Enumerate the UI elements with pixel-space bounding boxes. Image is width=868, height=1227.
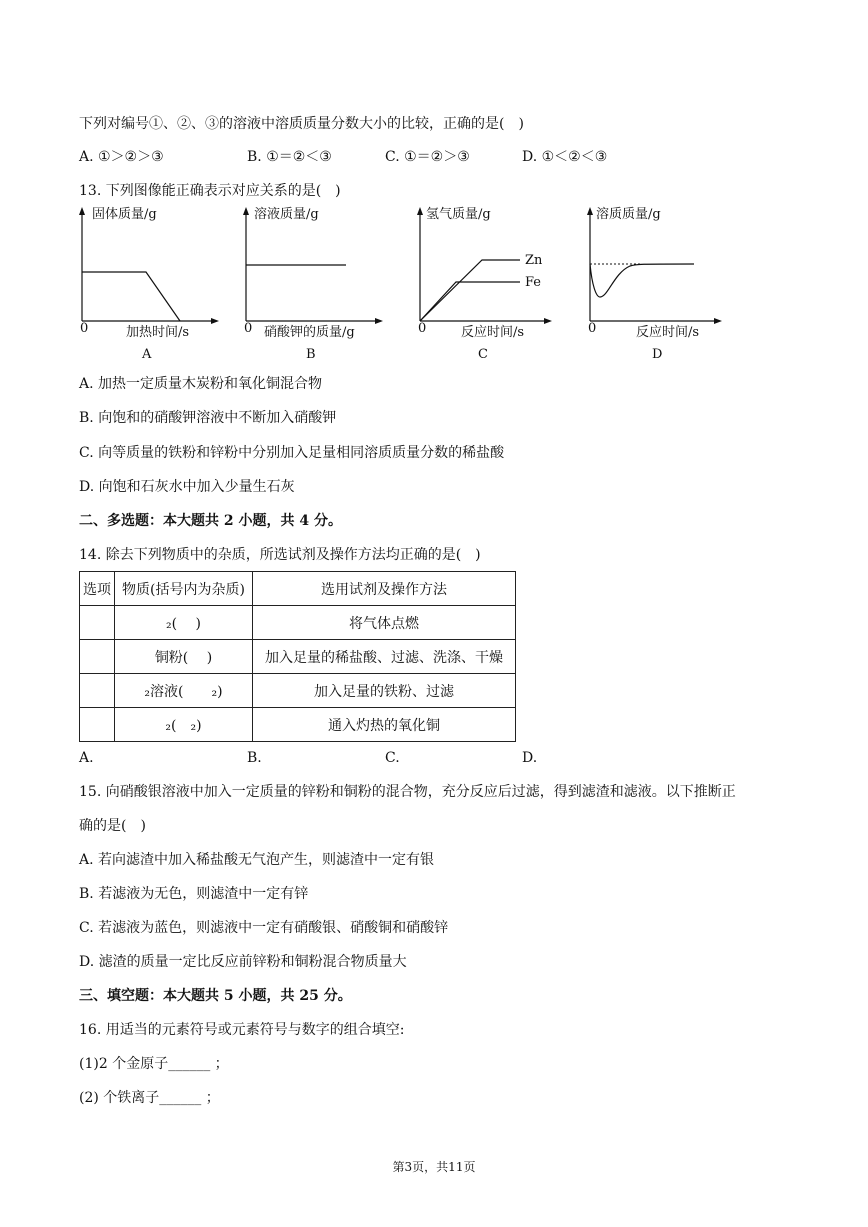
graph-d-axes bbox=[578, 205, 728, 365]
graph-c-curve-zn bbox=[420, 260, 520, 321]
q13-option-b: B. 向饱和的硝酸钾溶液中不断加入硝酸钾 bbox=[79, 410, 337, 426]
q16-item-1: (1)2 个金原子______ ； bbox=[79, 1056, 229, 1072]
page-footer: 第3页，共11页 bbox=[392, 1160, 476, 1174]
q15-option-b: B. 若滤液为无色，则滤渣中一定有锌 bbox=[79, 886, 309, 902]
graph-a-axes bbox=[70, 205, 220, 365]
graph-c-origin: 0 bbox=[418, 321, 427, 336]
q14-stem: 14. 除去下列物质中的杂质，所选试剂及操作方法均正确的是( ) bbox=[79, 547, 481, 563]
q14-cell-option bbox=[80, 674, 115, 708]
graph-b-origin: 0 bbox=[244, 321, 253, 336]
q12-option-b: B. ①＝②＜③ bbox=[247, 149, 332, 165]
graph-c-letter: C bbox=[478, 347, 488, 362]
table-row bbox=[80, 640, 516, 674]
q14-header-method: 选用试剂及操作方法 bbox=[253, 572, 516, 606]
q14-table bbox=[79, 571, 516, 742]
q12-stem: 下列对编号①、②、③的溶液中溶质质量分数大小的比较，正确的是( ) bbox=[79, 116, 524, 132]
graph-c-xlabel: 反应时间/s bbox=[461, 325, 525, 340]
table-row bbox=[80, 674, 516, 708]
q14-table-header-row bbox=[80, 572, 516, 606]
q14-cell-option bbox=[80, 640, 115, 674]
q14-cell-substance: ₂( ) bbox=[115, 606, 253, 640]
q12-option-d: D. ①＜②＜③ bbox=[522, 149, 608, 165]
q14-cell-option bbox=[80, 606, 115, 640]
q14-header-substance: 物质(括号内为杂质) bbox=[115, 572, 253, 606]
graph-b-ylabel: 溶液质量/g bbox=[254, 207, 319, 222]
q14-cell-substance: 铜粉( ) bbox=[115, 640, 253, 674]
graph-d-xlabel: 反应时间/s bbox=[636, 325, 700, 340]
q15-stem-line2: 确的是( ) bbox=[79, 818, 146, 834]
q13-option-a: A. 加热一定质量木炭粉和氧化铜混合物 bbox=[79, 376, 323, 392]
q14-option-c: C. bbox=[385, 750, 400, 766]
q15-option-d: D. 滤渣的质量一定比反应前锌粉和铜粉混合物质量大 bbox=[79, 954, 407, 970]
q15-stem-line1: 15. 向硝酸银溶液中加入一定质量的锌粉和铜粉的混合物，充分反应后过滤，得到滤渣和滤液。以下推断正 bbox=[79, 784, 736, 800]
graph-b bbox=[234, 205, 384, 365]
graph-c-curve-fe bbox=[420, 282, 520, 321]
graph-d-curve bbox=[590, 264, 694, 297]
q16-stem: 16. 用适当的元素符号或元素符号与数字的组合填空: bbox=[79, 1022, 405, 1038]
graph-c-ylabel: 氢气质量/g bbox=[426, 207, 491, 222]
q14-cell-method: 加入足量的稀盐酸、过滤、洗涤、干燥 bbox=[253, 640, 516, 674]
graph-a-curve bbox=[82, 272, 180, 321]
q13-option-d: D. 向饱和石灰水中加入少量生石灰 bbox=[79, 479, 295, 495]
graph-b-axes bbox=[234, 205, 384, 365]
q14-cell-substance: ₂溶液( ₂) bbox=[115, 674, 253, 708]
q14-option-a: A. bbox=[79, 750, 94, 766]
q14-option-b: B. bbox=[247, 750, 262, 766]
graph-a-xlabel: 加热时间/s bbox=[126, 325, 190, 340]
section-heading-fill-in: 三、填空题：本大题共 5 小题，共 25 分。 bbox=[79, 988, 352, 1004]
graph-d bbox=[578, 205, 728, 365]
q15-option-c: C. 若滤液为蓝色，则滤液中一定有硝酸银、硝酸铜和硝酸锌 bbox=[79, 920, 449, 936]
graph-a bbox=[70, 205, 220, 365]
q14-option-d: D. bbox=[522, 750, 538, 766]
q13-stem: 13. 下列图像能正确表示对应关系的是( ) bbox=[79, 183, 341, 199]
section-heading-multiple-choice: 二、多选题：本大题共 2 小题，共 4 分。 bbox=[79, 513, 342, 529]
q12-option-a: A. ①＞②＞③ bbox=[79, 149, 164, 165]
graph-c-fe-label: Fe bbox=[525, 275, 542, 290]
table-row bbox=[80, 606, 516, 640]
graph-a-origin: 0 bbox=[80, 321, 89, 336]
q14-cell-substance: ₂( ₂) bbox=[115, 708, 253, 742]
graph-a-ylabel: 固体质量/g bbox=[92, 207, 157, 222]
q14-cell-method: 加入足量的铁粉、过滤 bbox=[253, 674, 516, 708]
graph-d-letter: D bbox=[652, 347, 663, 362]
q16-item-2: (2) 个铁离子______ ； bbox=[79, 1090, 220, 1106]
q15-option-a: A. 若向滤渣中加入稀盐酸无气泡产生，则滤渣中一定有银 bbox=[79, 852, 435, 868]
graph-d-origin: 0 bbox=[588, 321, 597, 336]
q14-cell-option bbox=[80, 708, 115, 742]
graph-b-letter: B bbox=[306, 347, 316, 362]
q13-option-c: C. 向等质量的铁粉和锌粉中分别加入足量相同溶质质量分数的稀盐酸 bbox=[79, 445, 505, 461]
q12-option-c: C. ①＝②＞③ bbox=[385, 149, 470, 165]
q14-cell-method: 通入灼热的氧化铜 bbox=[253, 708, 516, 742]
graph-c-zn-label: Zn bbox=[525, 253, 543, 268]
graph-c bbox=[408, 205, 558, 365]
q14-cell-method: 将气体点燃 bbox=[253, 606, 516, 640]
q14-header-option: 选项 bbox=[80, 572, 115, 606]
graph-a-letter: A bbox=[142, 347, 152, 362]
table-row bbox=[80, 708, 516, 742]
graph-b-xlabel: 硝酸钾的质量/g bbox=[264, 325, 355, 340]
graph-d-ylabel: 溶质质量/g bbox=[596, 207, 661, 222]
